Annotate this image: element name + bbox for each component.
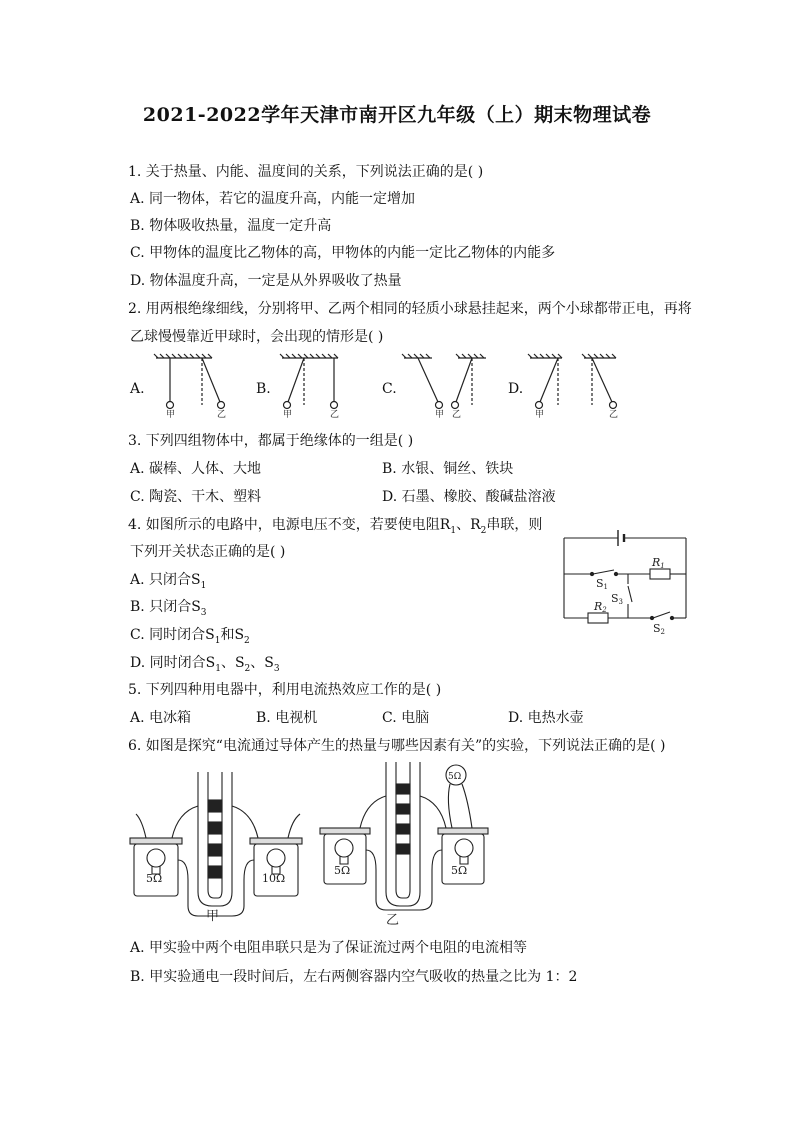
- switch-s1: [593, 570, 614, 574]
- s1-label: S1: [596, 577, 609, 591]
- q4-stem-line1: 4. 如图所示的电路中，电源电压不变，若要使电阻$R_1$、$R_2$串联，则: [128, 517, 543, 536]
- q2-b-ball-b-label: 乙: [330, 410, 340, 420]
- resistor-r2: [588, 613, 608, 623]
- q4-option-a: A. 只闭合$S_1$: [130, 572, 207, 591]
- q3-option-d: D. 石墨、橡胶、酸碱盐溶液: [382, 489, 556, 505]
- q3-stem: 3. 下列四组物体中，都属于绝缘体的一组是( ): [128, 433, 414, 449]
- q6-yi-external-resistance: 5Ω: [448, 772, 462, 782]
- q5-option-b: B. 电视机: [256, 710, 318, 726]
- q1-option-c: C. 甲物体的温度比乙物体的高，甲物体的内能一定比乙物体的内能多: [130, 245, 556, 261]
- s3-label: S3: [611, 592, 624, 606]
- q3-option-c: C. 陶瓷、干木、塑料: [130, 489, 262, 505]
- q6-yi-left-resistance: 5Ω: [334, 864, 351, 877]
- q2-a-ball-b-label: 乙: [217, 410, 227, 420]
- s2-label: S2: [653, 622, 666, 636]
- resistor-r1: [650, 569, 670, 579]
- q3-option-a: A. 碳棒、人体、大地: [130, 461, 262, 477]
- q2-option-b-label: B.: [256, 381, 271, 397]
- q6-figure-jia-label: 甲: [206, 909, 220, 924]
- q1-stem: 1. 关于热量、内能、温度间的关系，下列说法正确的是( ): [128, 164, 484, 180]
- q2-figure-b: [280, 354, 339, 420]
- switch-s2: [653, 612, 670, 618]
- q2-c-ball-b-label: 乙: [452, 410, 462, 420]
- q6-stem: 6. 如图是探究“电流通过导体产生的热量与哪些因素有关”的实验，下列说法正确的是( ): [128, 738, 666, 754]
- q6-figure-jia: [130, 772, 302, 916]
- q5-option-d: D. 电热水壶: [508, 710, 584, 726]
- q2-b-ball-a-label: 甲: [283, 410, 293, 420]
- q2-figure-d: [528, 354, 618, 420]
- q1-option-b: B. 物体吸收热量，温度一定升高: [130, 218, 332, 234]
- page-title: 2021-2022学年天津市南开区九年级（上）期末物理试卷: [142, 104, 652, 126]
- q2-option-d-label: D.: [508, 381, 524, 397]
- r1-label: R1: [652, 556, 665, 570]
- r2-label: R2: [594, 600, 607, 614]
- q2-option-c-label: C.: [382, 381, 397, 397]
- q3-option-b: B. 水银、铜丝、铁块: [382, 461, 514, 477]
- q2-d-ball-a-label: 甲: [535, 410, 545, 420]
- q1-option-a: A. 同一物体，若它的温度升高，内能一定增加: [130, 191, 416, 207]
- q2-a-ball-a-label: 甲: [166, 410, 176, 420]
- q6-jia-right-resistance: 10Ω: [262, 872, 286, 885]
- q6-jia-left-resistance: 5Ω: [146, 872, 163, 885]
- q2-pendulum-figures: [150, 350, 670, 422]
- q4-stem-line2: 下列开关状态正确的是( ): [130, 544, 286, 560]
- q4-circuit-diagram: [556, 524, 696, 640]
- switch-s3: [628, 586, 632, 602]
- q5-option-a: A. 电冰箱: [130, 710, 192, 726]
- q5-stem: 5. 下列四种用电器中，利用电流热效应工作的是( ): [128, 682, 442, 698]
- q2-stem-line1: 2. 用两根绝缘细线，分别将甲、乙两个相同的轻质小球悬挂起来，两个小球都带正电，再将: [128, 301, 692, 317]
- q6-figure-yi: [320, 762, 488, 910]
- q2-stem-line2: 乙球慢慢靠近甲球时，会出现的情形是( ): [130, 329, 384, 345]
- q6-yi-right-resistance: 5Ω: [451, 864, 468, 877]
- q4-option-c: C. 同时闭合$S_1$和$S_2$: [130, 627, 250, 646]
- q6-experiment-figures: [128, 760, 508, 932]
- q2-c-ball-a-label: 甲: [435, 410, 445, 420]
- q6-option-b: B. 甲实验通电一段时间后，左右两侧容器内空气吸收的热量之比为 1：2: [130, 969, 578, 985]
- q6-figure-yi-label: 乙: [386, 913, 400, 928]
- q2-d-ball-b-label: 乙: [609, 410, 619, 420]
- q5-option-c: C. 电脑: [382, 710, 430, 726]
- q4-option-b: B. 只闭合$S_3$: [130, 599, 207, 618]
- q4-option-d: D. 同时闭合$S_1$、$S_2$、$S_3$: [130, 655, 280, 674]
- q2-figure-c: [402, 354, 486, 420]
- q2-figure-a: [154, 354, 226, 420]
- q1-option-d: D. 物体温度升高，一定是从外界吸收了热量: [130, 273, 402, 289]
- q2-option-a-label: A.: [130, 381, 145, 397]
- q6-option-a: A. 甲实验中两个电阻串联只是为了保证流过两个电阻的电流相等: [130, 940, 528, 956]
